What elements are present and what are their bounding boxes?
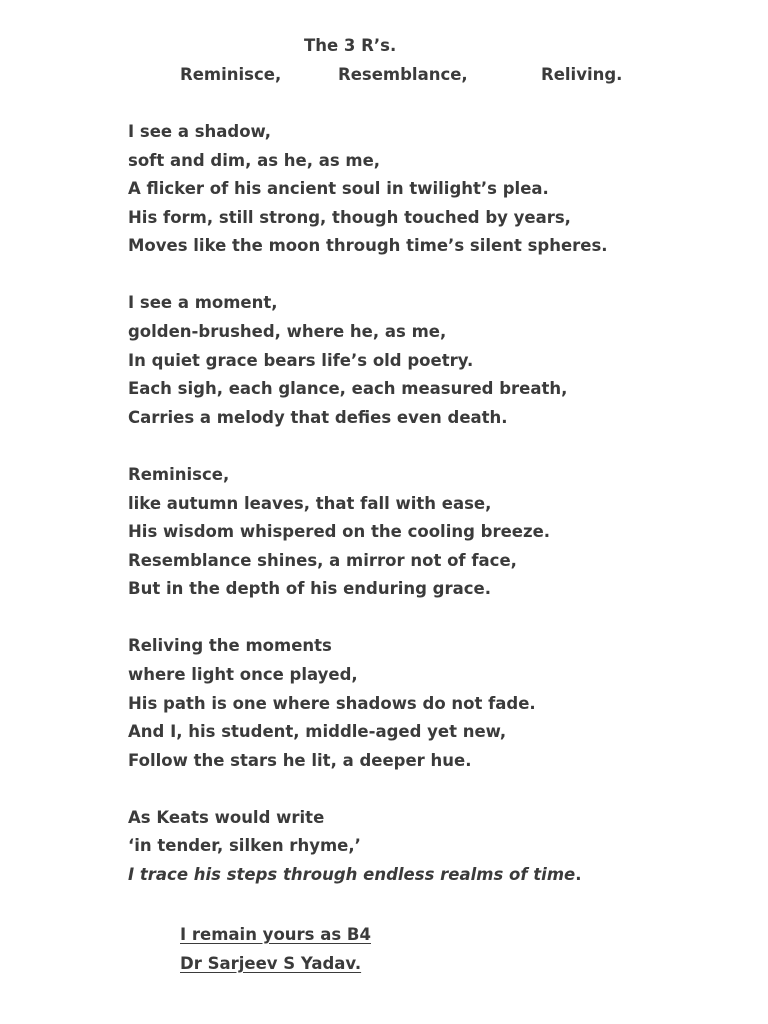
line-end-punctuation: . — [575, 865, 582, 885]
stanza-3 — [128, 461, 748, 604]
poem-line: Reliving the moments — [128, 636, 332, 656]
poem-line: golden-brushed, where he, as me, — [128, 322, 447, 342]
stanza-4 — [128, 632, 748, 775]
poem-line: Follow the stars he lit, a deeper hue. — [128, 750, 472, 770]
stanza-2 — [128, 289, 748, 432]
poem-line: And I, his student, middle-aged yet new, — [128, 722, 507, 742]
signoff-line: I remain yours as B4 — [180, 925, 371, 944]
poem-line: His form, still strong, though touched by years, — [128, 207, 571, 227]
subtitle-resemblance: Resemblance, — [338, 65, 468, 84]
poem-line: I see a shadow, — [128, 122, 272, 141]
poem-line: I see a moment, — [128, 293, 278, 313]
italic-text: I trace his steps through endless realms of time — [128, 865, 576, 885]
poem-line: Each sigh, each glance, each measured breath, — [128, 379, 568, 399]
poem-line: Moves like the moon through time’s silent spheres. — [128, 236, 608, 256]
poem-line: soft and dim, as he, as me, — [128, 150, 381, 170]
poem-line: Reminisce, — [128, 464, 230, 484]
poem-title: The 3 R’s. — [304, 36, 397, 55]
signoff — [180, 921, 371, 978]
poem-line: His path is one where shadows do not fade. — [128, 693, 536, 713]
poem-body — [128, 118, 748, 918]
poem-line: His wisdom whispered on the cooling breeze. — [128, 522, 551, 542]
subtitle-reminisce: Reminisce, — [180, 65, 282, 84]
poem-line: Carries a melody that defies even death. — [128, 407, 508, 427]
poem-line: In quiet grace bears life’s old poetry. — [128, 350, 474, 370]
subtitle-reliving: Reliving. — [541, 65, 623, 84]
poem-line: As Keats would write — [128, 807, 325, 827]
poem-line: A flicker of his ancient soul in twilight’s plea. — [128, 179, 549, 199]
author-name: Dr Sarjeev S Yadav. — [180, 953, 362, 973]
stanza-1 — [128, 118, 748, 261]
poem-line: like autumn leaves, that fall with ease, — [128, 493, 492, 513]
poem-line-italic — [128, 861, 748, 890]
poem-line: But in the depth of his enduring grace. — [128, 579, 491, 599]
poem-line: where light once played, — [128, 665, 358, 684]
stanza-5 — [128, 804, 748, 890]
poem-line: Resemblance shines, a mirror not of face, — [128, 550, 517, 570]
poem-line: ‘in tender, silken rhyme,’ — [128, 836, 361, 856]
